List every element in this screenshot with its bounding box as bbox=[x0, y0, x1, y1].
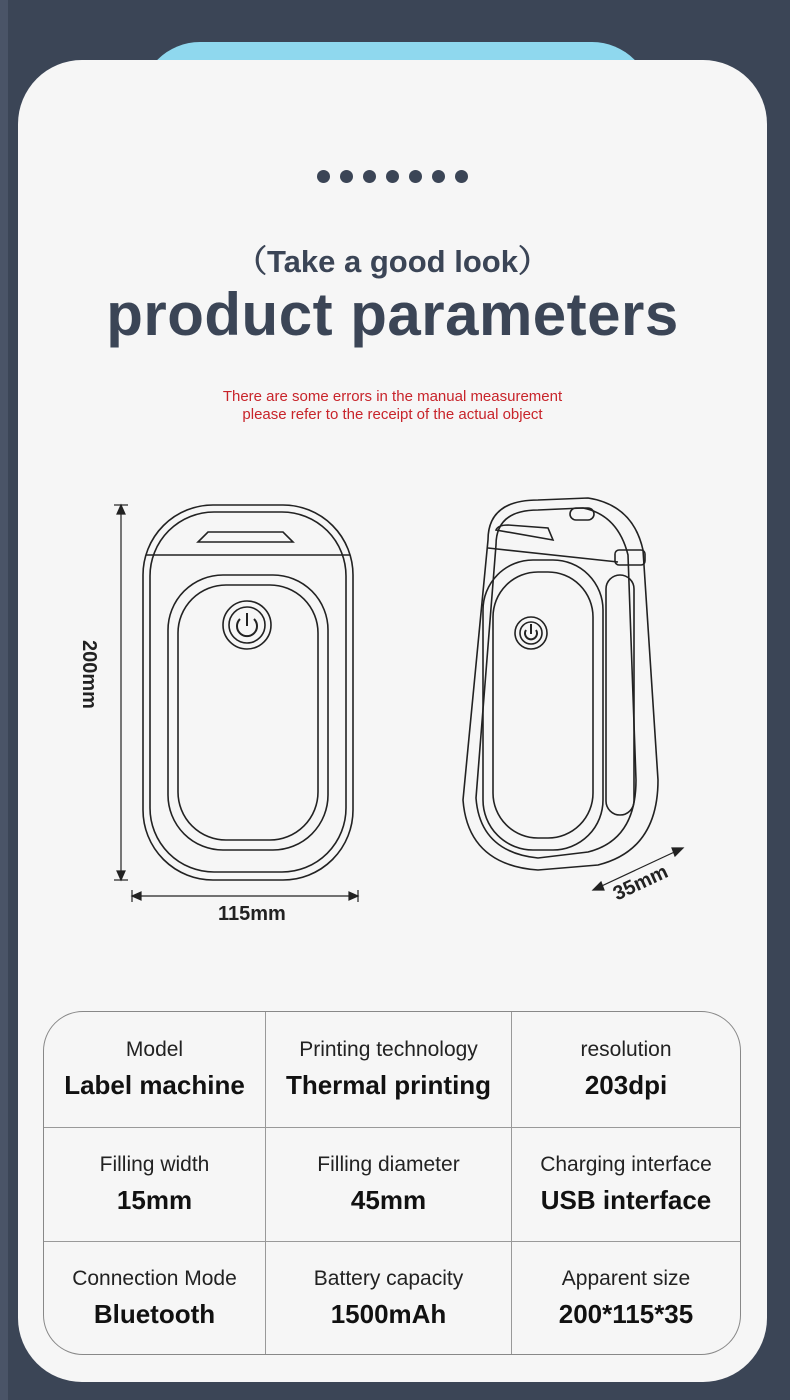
spec-label: resolution bbox=[580, 1038, 672, 1061]
spec-label: Apparent size bbox=[561, 1266, 691, 1290]
spec-value: Bluetooth bbox=[93, 1298, 216, 1329]
spec-table bbox=[43, 1011, 741, 1355]
dimension-lines bbox=[114, 505, 683, 902]
spec-label: Battery capacity bbox=[313, 1266, 464, 1290]
spec-cell-battery-capacity bbox=[266, 1242, 512, 1354]
content-card bbox=[18, 60, 767, 1382]
spec-label: Connection Mode bbox=[72, 1266, 237, 1290]
spec-cell-charging-interface bbox=[512, 1128, 740, 1242]
spec-value: 1500mAh bbox=[330, 1298, 447, 1329]
spec-value: 15mm bbox=[116, 1185, 193, 1215]
power-icon bbox=[237, 613, 257, 636]
note-line-1: There are some errors in the manual measurement bbox=[222, 388, 563, 405]
measurement-note bbox=[18, 388, 767, 424]
spec-label: Printing technology bbox=[299, 1038, 478, 1061]
spec-value: 203dpi bbox=[584, 1070, 668, 1100]
section-title: product parameters bbox=[106, 281, 679, 348]
spec-value: 45mm bbox=[350, 1185, 427, 1215]
angled-view bbox=[463, 498, 658, 870]
spec-label: Filling width bbox=[99, 1153, 210, 1176]
spec-cell-connection-mode bbox=[44, 1242, 266, 1354]
spec-label: Charging interface bbox=[540, 1153, 712, 1176]
spec-cell-apparent-size bbox=[512, 1242, 740, 1354]
spec-value: Thermal printing bbox=[285, 1070, 492, 1100]
dots-decoration bbox=[18, 170, 767, 188]
spec-cell-resolution bbox=[512, 1012, 740, 1128]
section-subtitle: （Take a good look） bbox=[236, 244, 549, 279]
spec-cell-filling-width bbox=[44, 1128, 266, 1242]
spec-label: Filling diameter bbox=[317, 1153, 460, 1176]
spec-value: Label machine bbox=[64, 1070, 245, 1100]
spec-label: Model bbox=[125, 1038, 184, 1061]
spec-cell-filling-diameter bbox=[266, 1128, 512, 1242]
depth-dimension: 35mm bbox=[609, 860, 672, 906]
spec-cell-model bbox=[44, 1012, 266, 1128]
spec-value: USB interface bbox=[540, 1185, 712, 1215]
width-dimension: 115mm bbox=[218, 903, 286, 925]
page-edge bbox=[0, 0, 8, 1400]
front-view bbox=[143, 505, 353, 880]
spec-cell-printing-technology bbox=[266, 1012, 512, 1128]
spec-value: 200*115*35 bbox=[558, 1298, 694, 1329]
note-line-2: please refer to the receipt of the actual object bbox=[242, 406, 543, 423]
height-dimension: 200mm bbox=[78, 640, 100, 709]
